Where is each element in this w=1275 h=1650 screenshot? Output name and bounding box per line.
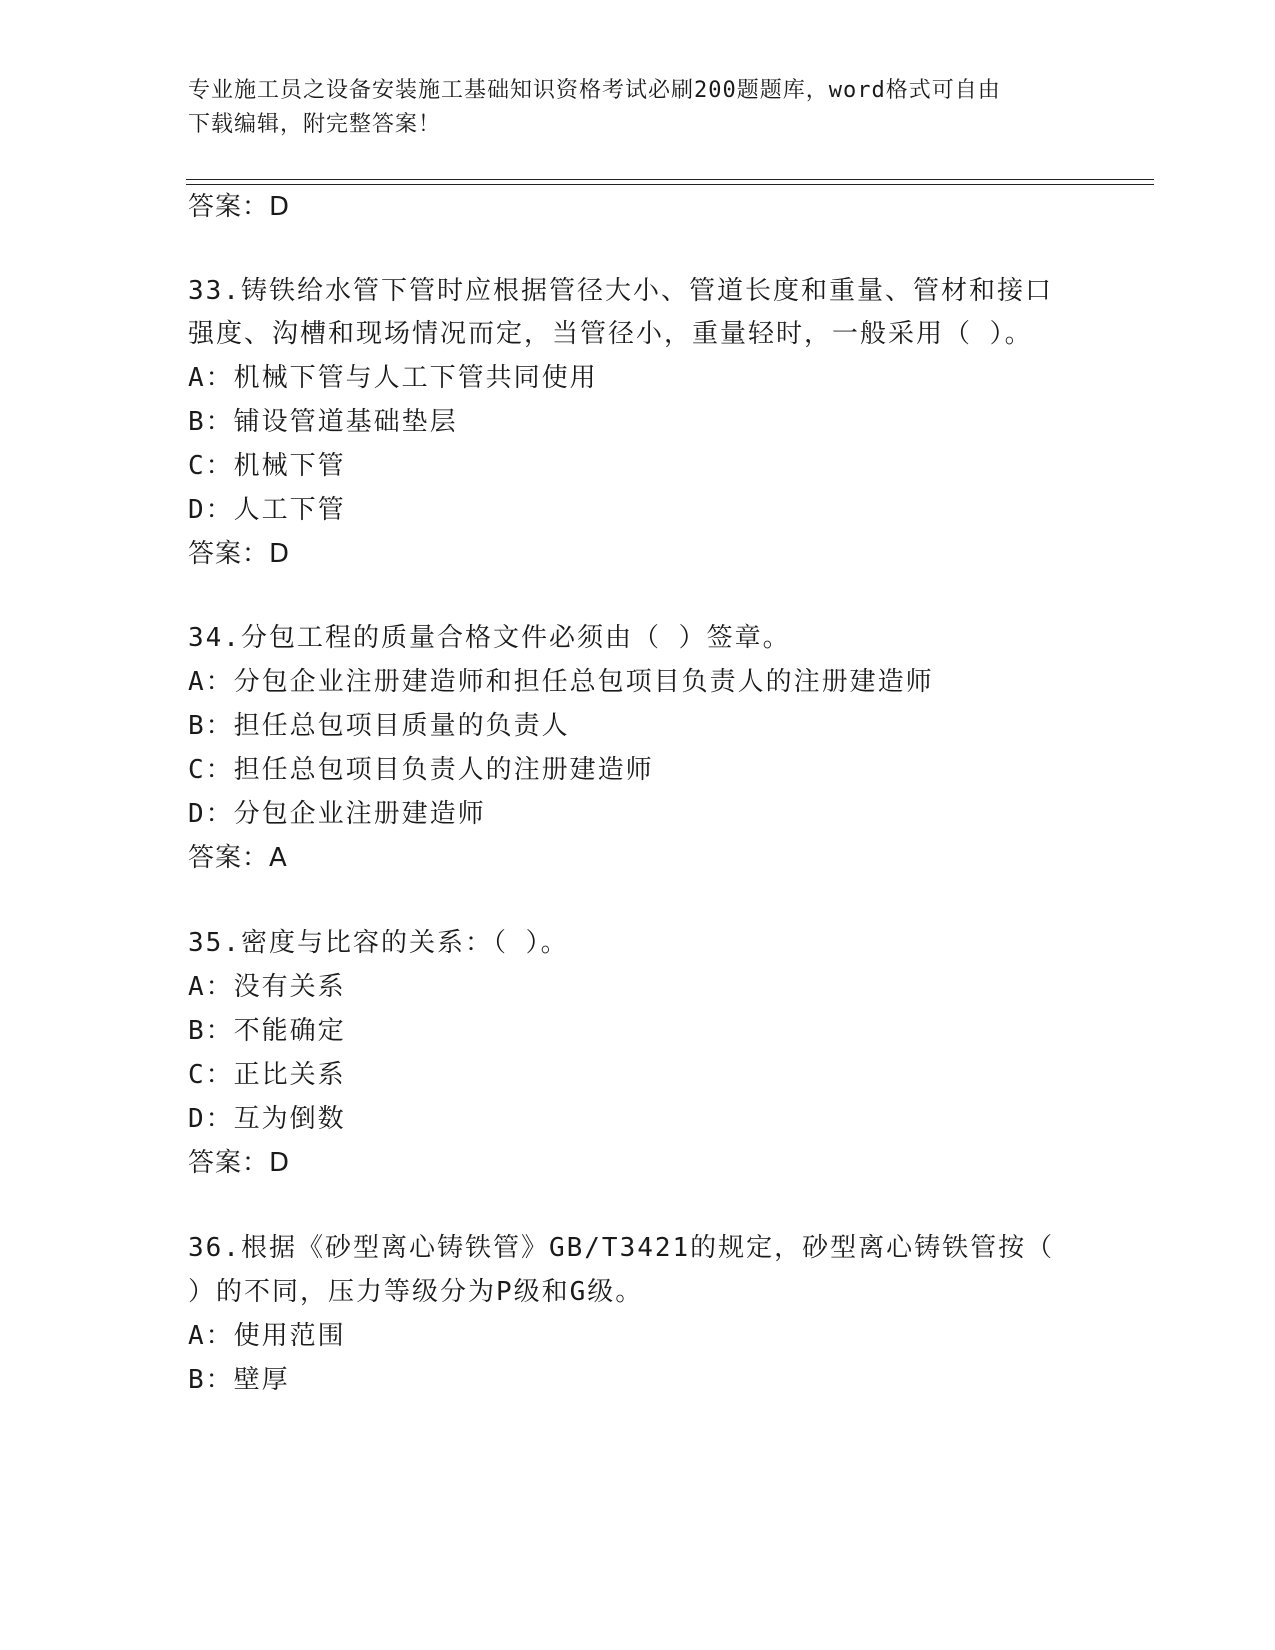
header-line-2: 下载编辑，附完整答案！: [188, 112, 442, 137]
question-35-answer: 答案：D: [188, 1148, 291, 1178]
question-34-option-c: C：担任总包项目负责人的注册建造师: [188, 755, 654, 785]
question-34-option-d: D：分包企业注册建造师: [188, 799, 486, 829]
question-36-option-a: A：使用范围: [188, 1321, 346, 1351]
question-33-option-b: B：铺设管道基础垫层: [188, 407, 458, 437]
question-36-stem-line-1: 36.根据《砂型离心铸铁管》GB/T3421的规定，砂型离心铸铁管按（: [188, 1233, 1055, 1263]
answer-line: 答案：D: [188, 192, 291, 222]
question-36-option-b: B：壁厚: [188, 1365, 290, 1395]
question-35-option-c: C：正比关系: [188, 1060, 346, 1090]
question-34-option-a: A：分包企业注册建造师和担任总包项目负责人的注册建造师: [188, 667, 934, 697]
question-35-option-d: D：互为倒数: [188, 1104, 346, 1134]
document-header: [188, 74, 1088, 142]
question-33-option-d: D：人工下管: [188, 495, 346, 525]
question-34-answer: 答案：A: [188, 843, 288, 873]
question-34-option-b: B：担任总包项目质量的负责人: [188, 711, 570, 741]
question-34-stem-line-1: 34.分包工程的质量合格文件必须由（ ）签章。: [188, 623, 791, 653]
question-33-option-a: A：机械下管与人工下管共同使用: [188, 363, 598, 393]
question-35-stem-line-1: 35.密度与比容的关系：（ ）。: [188, 928, 569, 958]
question-33-stem-line-1: 33.铸铁给水管下管时应根据管径大小、管道长度和重量、管材和接口: [188, 276, 1053, 306]
question-33-answer: 答案：D: [188, 539, 291, 569]
question-33-stem-line-2: 强度、沟槽和现场情况而定，当管径小，重量轻时，一般采用（ ）。: [188, 319, 1033, 349]
question-33-option-c: C：机械下管: [188, 451, 346, 481]
header-line-1: 专业施工员之设备安装施工基础知识资格考试必刷200题题库，word格式可自由: [188, 78, 1001, 103]
question-35-option-a: A：没有关系: [188, 972, 346, 1002]
question-36-stem-line-2: ）的不同，压力等级分为P级和G级。: [188, 1277, 644, 1307]
question-35-option-b: B：不能确定: [188, 1016, 346, 1046]
header-double-rule: [186, 179, 1154, 185]
